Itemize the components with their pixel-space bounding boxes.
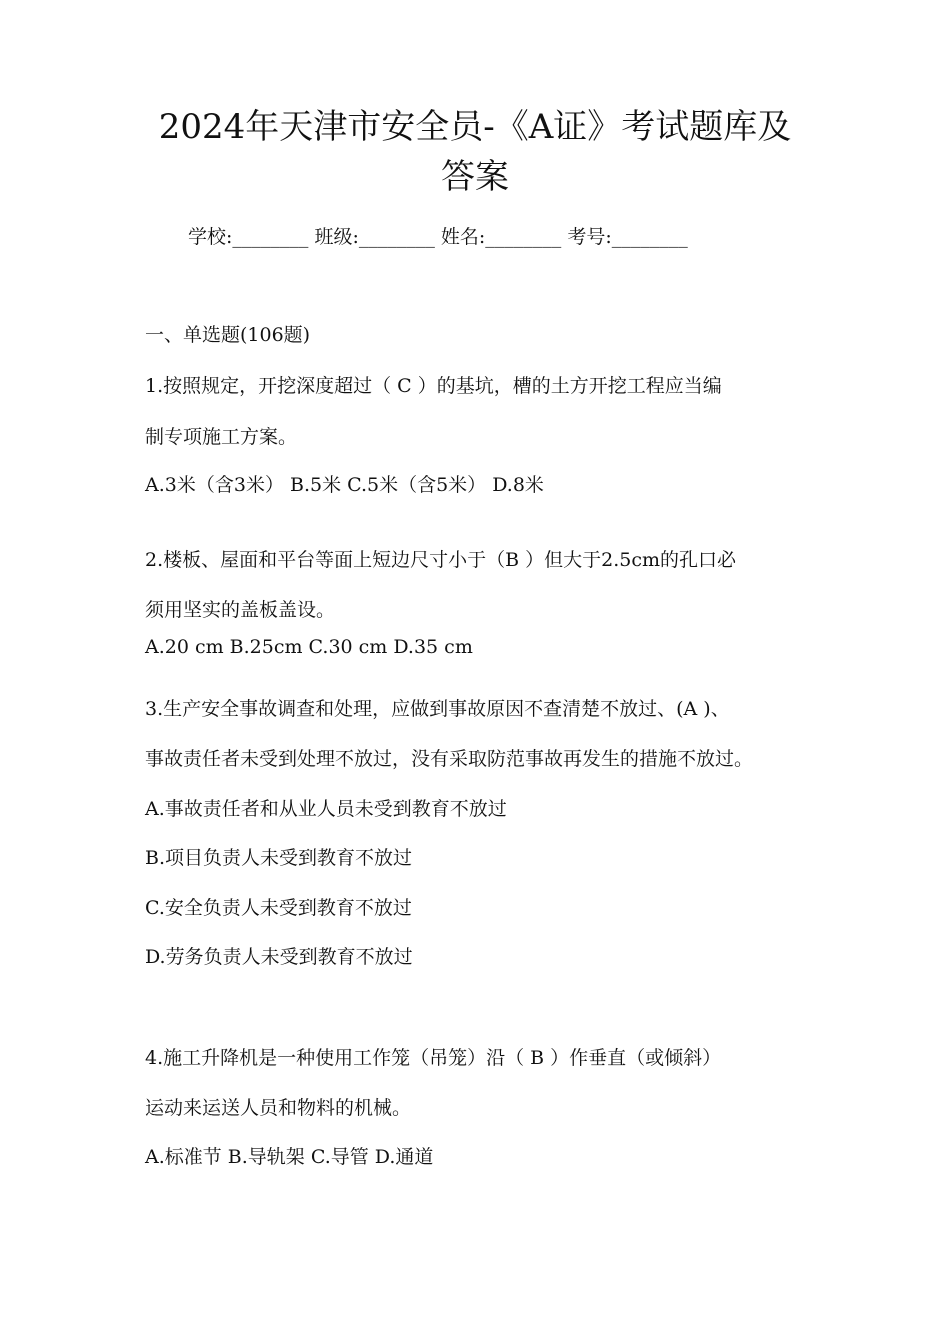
question-1-stem-line-1: 1.按照规定，开挖深度超过（ C ）的基坑，槽的土方开挖工程应当编 (145, 375, 722, 397)
document-title-line-2: 答案 (441, 157, 509, 197)
question-1-stem-line-2: 制专项施工方案。 (145, 426, 298, 448)
question-3-option-b: B.项目负责人未受到教育不放过 (145, 847, 413, 869)
question-3-stem-line-1: 3.生产安全事故调查和处理，应做到事故原因不查清楚不放过、(A )、 (145, 698, 730, 720)
question-4-stem-line-1: 4.施工升降机是一种使用工作笼（吊笼）沿（ B ）作垂直（或倾斜） (145, 1047, 722, 1069)
question-4-stem-line-2: 运动来运送人员和物料的机械。 (145, 1097, 412, 1119)
question-1-options: A.3米（含3米） B.5米 C.5米（含5米） D.8米 (145, 474, 544, 496)
question-2-stem-line-2: 须用坚实的盖板盖设。 (145, 599, 336, 621)
question-3-option-d: D.劳务负责人未受到教育不放过 (145, 946, 413, 968)
question-4-options: A.标准节 B.导轨架 C.导管 D.通道 (145, 1146, 434, 1168)
question-3-option-a: A.事故责任者和从业人员未受到教育不放过 (145, 798, 507, 820)
question-3-stem-line-2: 事故责任者未受到处理不放过，没有采取防范事故再发生的措施不放过。 (145, 748, 754, 770)
question-3-option-c: C.安全负责人未受到教育不放过 (145, 897, 412, 919)
question-2-stem-line-1: 2.楼板、屋面和平台等面上短边尺寸小于（B ）但大于2.5cm的孔口必 (145, 549, 737, 571)
section-title: 一、单选题(106题) (145, 324, 311, 346)
question-2-options: A.20 cm B.25cm C.30 cm D.35 cm (145, 636, 473, 658)
student-info-line: 学校:________ 班级:________ 姓名:________ 考号:________ (188, 226, 688, 248)
document-title-line-1: 2024年天津市安全员-《A证》考试题库及 (158, 107, 792, 147)
